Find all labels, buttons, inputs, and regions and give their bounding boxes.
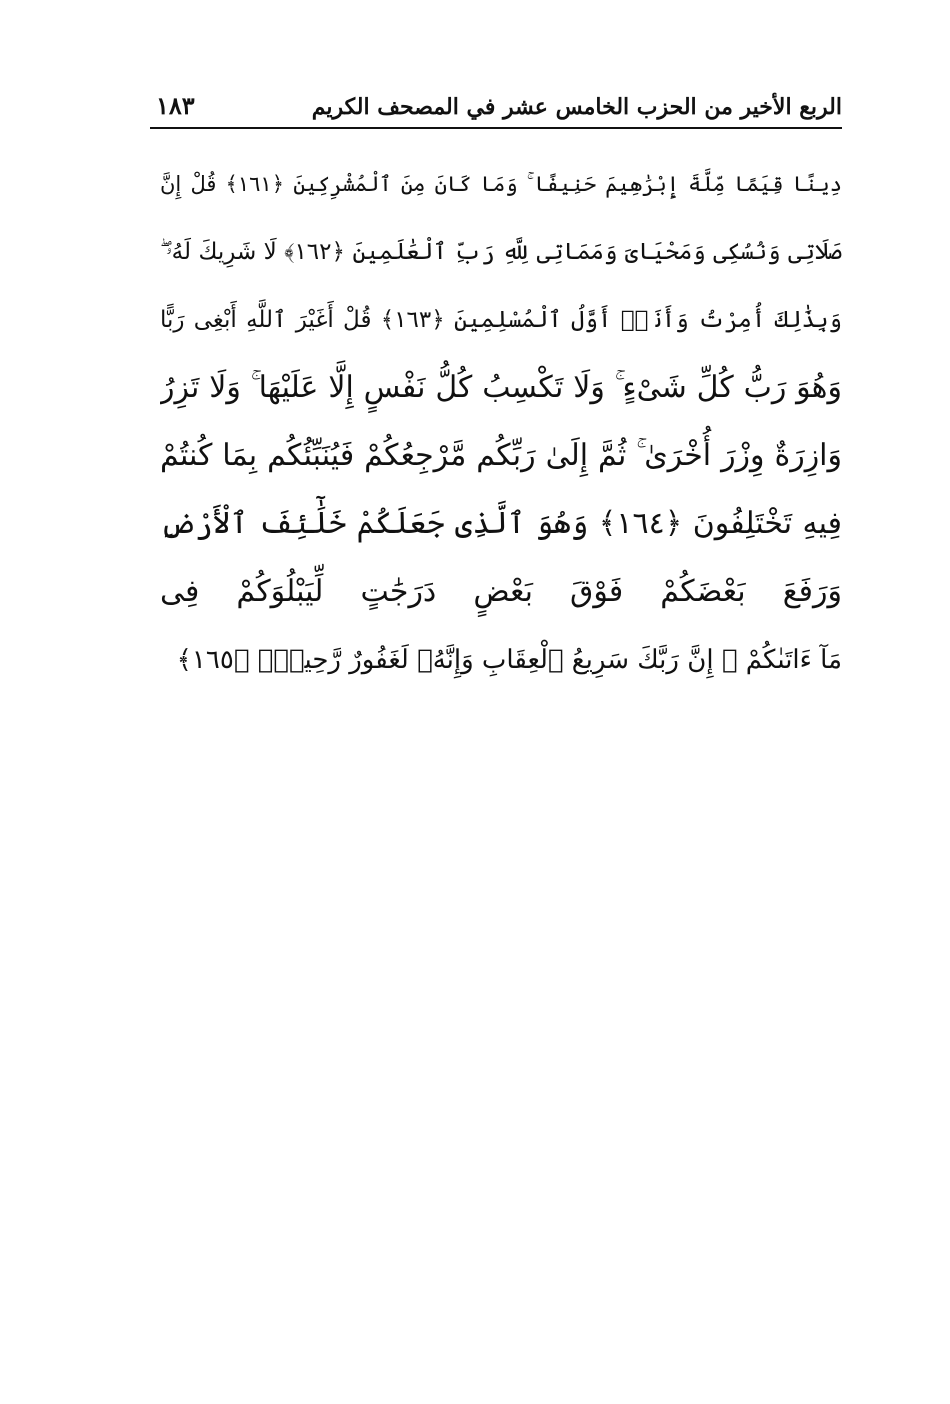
verse-line-5: وَازِرَةٌ وِزْرَ أُخْرَىٰ ۚ ثُمَّ إِلَىٰ رَبِّكُم مَّرْجِعُكُمْ فَيُنَبِّئُكُم بِمَا كُنتُمْ <box>160 438 842 473</box>
quran-text <box>160 150 842 694</box>
header-divider <box>150 127 842 129</box>
page-number: ١٨٣ <box>156 91 195 120</box>
verse-line-4: وَهُوَ رَبُّ كُلِّ شَىْءٍ ۚ وَلَا تَكْسِبُ كُلُّ نَفْسٍ إِلَّا عَلَيْهَا ۚ وَلَا تَزِرُ <box>160 370 842 405</box>
verse-line-6: فِيهِ تَخْتَلِفُونَ ﴿١٦٤﴾ وَهُوَ ٱلَّذِى جَعَلَكُمْ خَلَٰٓئِفَ ٱلْأَرْضِ <box>160 506 842 541</box>
verse-line-3: وَبِذَٰلِكَ أُمِرْتُ وَأَنَا۠ أَوَّلُ ٱلْمُسْلِمِينَ ﴿١٦٣﴾ قُلْ أَغَيْرَ ٱللَّهِ أَبْغِى رَبًّا <box>160 307 842 333</box>
header-title: الربع الأخير من الحزب الخامس عشر في المصحف الكريم <box>311 94 842 120</box>
verse-line-2: صَلَاتِى وَنُسُكِى وَمَحْيَاىَ وَمَمَاتِى لِلَّهِ رَبِّ ٱلْعَٰلَمِينَ ﴿١٦٢﴾ لَا شَرِيكَ لَهُۥ ۖ <box>160 239 842 265</box>
verse-line-8: مَآ ءَاتَىٰكُمْ ۗ إِنَّ رَبَّكَ سَرِيعُ ٱلْعِقَابِ وَإِنَّهُۥ لَغَفُورٌ رَّحِيمٌۢ ﴿١٦٥﴾ <box>176 645 842 675</box>
verse-line-7: وَرَفَعَ بَعْضَكُمْ فَوْقَ بَعْضٍ دَرَجَٰتٍ لِّيَبْلُوَكُمْ فِى <box>160 574 842 609</box>
page-header <box>150 88 842 128</box>
verse-line-1: دِينًا قِيَمًا مِّلَّةَ إِبْرَٰهِيمَ حَنِيفًا ۚ وَمَا كَانَ مِنَ ٱلْمُشْرِكِينَ ﴿١٦١﴾ قُلْ إِنَّ <box>160 172 842 196</box>
